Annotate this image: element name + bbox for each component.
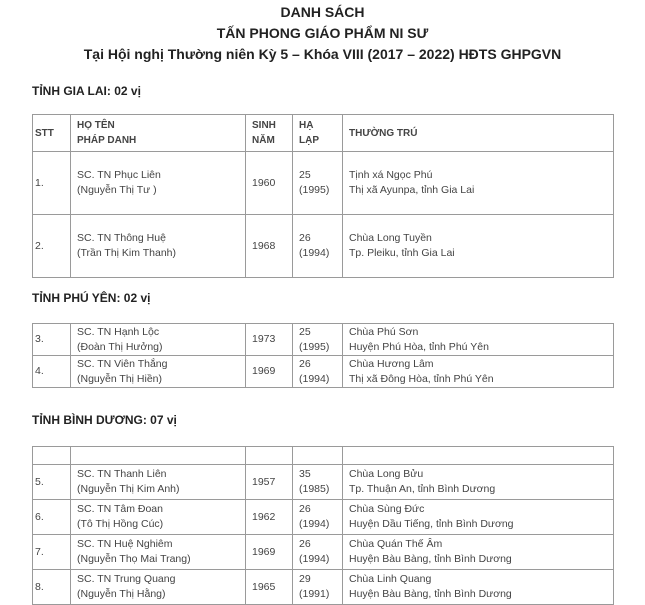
cell-residence: Chùa Sùng Đức Huyện Dầu Tiếng, tỉnh Bình Dương xyxy=(343,500,614,535)
cell-name: SC. TN Phục Liên (Nguyễn Thị Tư ) xyxy=(71,152,246,215)
cell-stt: 3. xyxy=(33,324,71,356)
section-title-gia-lai: TỈNH GIA LAI: 02 vị xyxy=(32,84,141,98)
cell-name: SC. TN Thông Huệ (Trần Thị Kim Thanh) xyxy=(71,215,246,278)
cell-ha-lap: 26 (1994) xyxy=(293,535,343,570)
table-phu-yen xyxy=(32,323,614,388)
cell-name: SC. TN Huệ Nghiêm (Nguyễn Thọ Mai Trang) xyxy=(71,535,246,570)
cell-stt: 6. xyxy=(33,500,71,535)
cell-name: SC. TN Hạnh Lộc (Đoàn Thị Hưởng) xyxy=(71,324,246,356)
cell-stt: 1. xyxy=(33,152,71,215)
table-header-row xyxy=(33,115,614,152)
table-row xyxy=(33,465,614,500)
cell-ha-lap: 26 (1994) xyxy=(293,356,343,388)
header-name: HỌ TÊN PHÁP DANH xyxy=(71,115,246,152)
cell-birth-year: 1968 xyxy=(246,215,293,278)
document-subtitle: TẤN PHONG GIÁO PHẨM NI SƯ xyxy=(216,25,429,41)
cell-ha-lap: 35 (1985) xyxy=(293,465,343,500)
document-title: DANH SÁCH xyxy=(280,4,365,20)
table-gia-lai xyxy=(32,114,614,278)
cell-name: SC. TN Viên Thắng (Nguyễn Thị Hiền) xyxy=(71,356,246,388)
cell-residence: Chùa Long Tuyền Tp. Pleiku, tỉnh Gia Lai xyxy=(343,215,614,278)
cell-residence: Chùa Long Bửu Tp. Thuận An, tỉnh Bình Dương xyxy=(343,465,614,500)
cell-ha-lap: 26 (1994) xyxy=(293,500,343,535)
table-row xyxy=(33,535,614,570)
cell-stt: 5. xyxy=(33,465,71,500)
document-event-line: Tại Hội nghị Thường niên Kỳ 5 – Khóa VIII (2017 – 2022) HĐTS GHPGVN xyxy=(83,46,562,62)
table-row xyxy=(33,356,614,388)
cell-name: SC. TN Thanh Liên (Nguyễn Thị Kim Anh) xyxy=(71,465,246,500)
cell-birth-year: 1965 xyxy=(246,570,293,605)
cell-stt: 4. xyxy=(33,356,71,388)
cell-name: SC. TN Tâm Đoan (Tô Thị Hồng Cúc) xyxy=(71,500,246,535)
table-row xyxy=(33,215,614,278)
cell-ha-lap: 25 (1995) xyxy=(293,152,343,215)
header-birth-year: SINH NĂM xyxy=(246,115,293,152)
cell-ha-lap: 26 (1994) xyxy=(293,215,343,278)
table-row xyxy=(33,324,614,356)
cell-residence: Chùa Quán Thế Âm Huyện Bàu Bàng, tỉnh Bình Dương xyxy=(343,535,614,570)
cell-birth-year: 1969 xyxy=(246,356,293,388)
table-spacer-row xyxy=(33,447,614,465)
table-row xyxy=(33,500,614,535)
cell-residence: Tịnh xá Ngọc Phú Thị xã Ayunpa, tỉnh Gia Lai xyxy=(343,152,614,215)
table-binh-duong xyxy=(32,446,614,605)
header-residence: THƯỜNG TRÚ xyxy=(343,115,614,152)
header-stt: STT xyxy=(33,115,71,152)
section-title-binh-duong: TỈNH BÌNH DƯƠNG: 07 vị xyxy=(32,413,177,427)
cell-name: SC. TN Trung Quang (Nguyễn Thị Hằng) xyxy=(71,570,246,605)
cell-ha-lap: 29 (1991) xyxy=(293,570,343,605)
cell-birth-year: 1969 xyxy=(246,535,293,570)
cell-residence: Chùa Linh Quang Huyện Bàu Bàng, tỉnh Bình Dương xyxy=(343,570,614,605)
cell-stt: 8. xyxy=(33,570,71,605)
table-row xyxy=(33,570,614,605)
cell-birth-year: 1962 xyxy=(246,500,293,535)
cell-ha-lap: 25 (1995) xyxy=(293,324,343,356)
cell-birth-year: 1957 xyxy=(246,465,293,500)
cell-residence: Chùa Hương Lâm Thị xã Đông Hòa, tỉnh Phú Yên xyxy=(343,356,614,388)
cell-birth-year: 1973 xyxy=(246,324,293,356)
section-title-phu-yen: TỈNH PHÚ YÊN: 02 vị xyxy=(32,291,151,305)
cell-birth-year: 1960 xyxy=(246,152,293,215)
header-ha-lap: HẠ LẠP xyxy=(293,115,343,152)
cell-residence: Chùa Phú Sơn Huyện Phú Hòa, tỉnh Phú Yên xyxy=(343,324,614,356)
cell-stt: 2. xyxy=(33,215,71,278)
cell-stt: 7. xyxy=(33,535,71,570)
table-row xyxy=(33,152,614,215)
